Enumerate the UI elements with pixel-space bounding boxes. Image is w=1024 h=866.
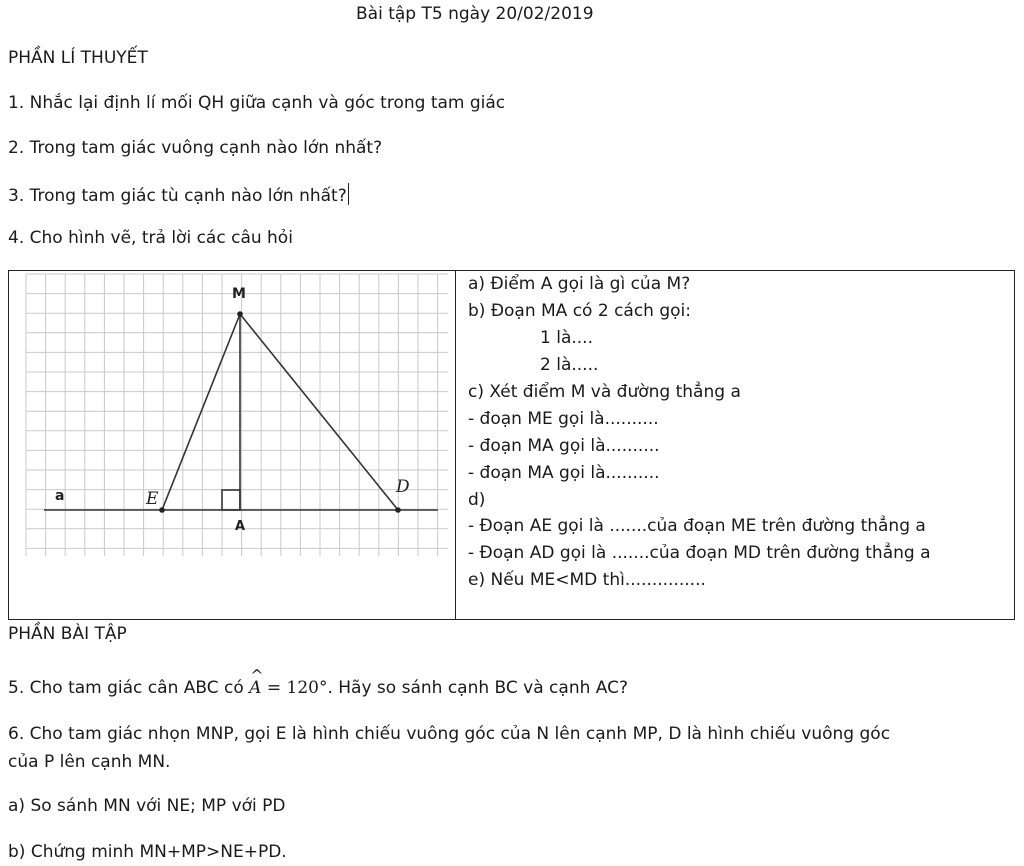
question-6a: a) So sánh MN với NE; MP với PD xyxy=(8,796,286,816)
figure-question-e: e) Nếu ME<MD thì............... xyxy=(468,570,706,590)
question-6-line-2: của P lên cạnh MN. xyxy=(8,752,171,772)
figure-question-d: d) xyxy=(468,490,486,510)
text-cursor xyxy=(348,183,350,205)
label-E: E xyxy=(146,489,159,509)
label-D: D xyxy=(396,477,410,497)
question-3-text: 3. Trong tam giác tù cạnh nào lớn nhất? xyxy=(8,186,347,206)
question-5-prefix: 5. Cho tam giác cân ABC có xyxy=(8,678,250,698)
figure-cell xyxy=(8,270,456,620)
point-M xyxy=(237,311,243,317)
geometry-figure xyxy=(8,270,454,618)
question-1: 1. Nhắc lại định lí mối QH giữa cạnh và góc trong tam giác xyxy=(8,93,506,113)
point-D xyxy=(395,507,401,513)
angle-value: = 120° xyxy=(261,678,328,698)
theory-heading: PHẦN LÍ THUYẾT xyxy=(8,48,148,68)
question-4: 4. Cho hình vẽ, trả lời các câu hỏi xyxy=(8,228,293,248)
figure-question-b2: 2 là..... xyxy=(540,355,599,375)
grid xyxy=(26,274,448,556)
figure-question-c: c) Xét điểm M và đường thẳng a xyxy=(468,382,741,402)
figure-question-b1: 1 là.... xyxy=(540,328,593,348)
figure-question-d2: - Đoạn AD gọi là .......của đoạn MD trên đường thẳng a xyxy=(468,543,931,563)
question-3 xyxy=(8,183,349,206)
figure-question-d1: - Đoạn AE gọi là .......của đoạn ME trên đường thẳng a xyxy=(468,516,926,536)
label-A: A xyxy=(235,519,246,534)
question-6-line-1: 6. Cho tam giác nhọn MNP, gọi E là hình chiếu vuông góc của N lên cạnh MP, D là hình chiếu vuông góc xyxy=(8,724,891,744)
segment-ME xyxy=(162,314,240,510)
figure-question-b: b) Đoạn MA có 2 cách gọi: xyxy=(468,301,692,321)
right-angle-mark xyxy=(222,490,240,510)
figure-question-c2: - đoạn MA gọi là.......... xyxy=(468,436,660,456)
exercise-heading: PHẦN BÀI TẬP xyxy=(8,624,127,644)
angle-A-symbol: ^ A xyxy=(249,678,261,698)
question-2: 2. Trong tam giác vuông cạnh nào lớn nhất? xyxy=(8,138,383,158)
figure-question-c1: - đoạn ME gọi là.......... xyxy=(468,409,659,429)
point-E xyxy=(159,507,165,513)
segment-MD xyxy=(240,314,398,510)
document-title: Bài tập T5 ngày 20/02/2019 xyxy=(356,4,594,24)
label-M: M xyxy=(232,286,246,302)
figure-question-c3: - đoạn MA gọi là.......... xyxy=(468,463,660,483)
question-5-suffix: . Hãy so sánh cạnh BC và cạnh AC? xyxy=(327,678,628,698)
question-5 xyxy=(8,678,628,698)
question-6b: b) Chứng minh MN+MP>NE+PD. xyxy=(8,842,287,862)
label-a: a xyxy=(55,488,65,504)
figure-question-a: a) Điểm A gọi là gì của M? xyxy=(468,274,691,294)
